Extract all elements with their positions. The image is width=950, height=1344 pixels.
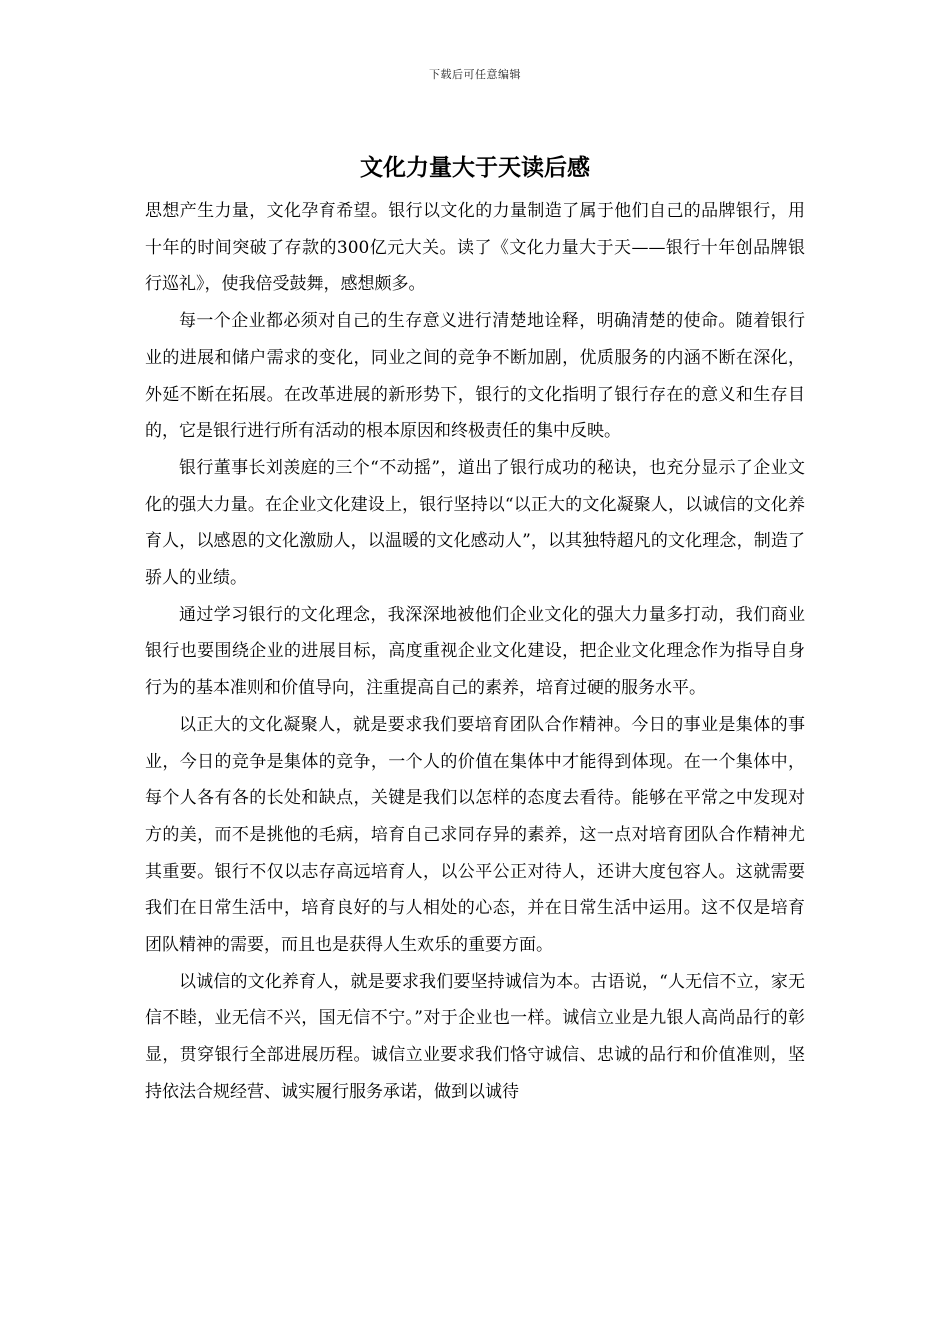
header-note: 下载后可任意编辑	[429, 68, 521, 81]
paragraph-6: 以诚信的文化养育人，就是要求我们要坚持诚信为本。古语说，“人无信不立，家无信不睦，业无信不兴，国无信不宁。”对于企业也一样。诚信立业是九银人高尚品行的彰显，贯穿银行全部进展历程。诚信立业要求我们恪守诚信、忠诚的品行和价值准则，坚持依法合规经营、诚实履行服务承诺，做到以诚待	[145, 971, 805, 1102]
document-title: 文化力量大于天读后感	[360, 154, 590, 181]
paragraph-5: 以正大的文化凝聚人，就是要求我们要培育团队合作精神。今日的事业是集体的事业，今日的竞争是集体的竞争，一个人的价值在集体中才能得到体现。在一个集体中，每个人各有各的长处和缺点，关键是我们以怎样的态度去看待。能够在平常之中发现对方的美，而不是挑他的毛病，培育自己求同存异的素养，这一点对培育团队合作精神尤其重要。银行不仅以志存高远培育人，以公平公正对待人，还讲大度包容人。这就需要我们在日常生活中，培育良好的与人相处的心态，并在日常生活中运用。这不仅是培育团队精神的需要，而且也是获得人生欢乐的重要方面。	[145, 714, 805, 956]
paragraph-2: 每一个企业都必须对自己的生存意义进行清楚地诠释，明确清楚的使命。随着银行业的进展和储户需求的变化，同业之间的竞争不断加剧，优质服务的内涵不断在深化，外延不断在拓展。在改革进展的新形势下，银行的文化指明了银行存在的意义和生存目的，它是银行进行所有活动的根本原因和终极责任的集中反映。	[145, 311, 805, 442]
document-body	[145, 193, 805, 1111]
paragraph-1: 思想产生力量，文化孕育希望。银行以文化的力量制造了属于他们自己的品牌银行，用十年的时间突破了存款的300亿元大关。读了《文化力量大于天——银行十年创品牌银行巡礼》，使我倍受鼓舞，感想颇多。	[145, 201, 805, 295]
paragraph-4: 通过学习银行的文化理念，我深深地被他们企业文化的强大力量多打动，我们商业银行也要围绕企业的进展目标，高度重视企业文化建设，把企业文化理念作为指导自身行为的基本准则和价值导向，注重提高自己的素养，培育过硬的服务水平。	[145, 604, 805, 699]
paragraph-3: 银行董事长刘羡庭的三个“不动摇”，道出了银行成功的秘诀，也充分显示了企业文化的强大力量。在企业文化建设上，银行坚持以“以正大的文化凝聚人，以诚信的文化养育人，以感恩的文化激励人，以温暖的文化感动人”，以其独特超凡的文化理念，制造了骄人的业绩。	[145, 457, 805, 589]
